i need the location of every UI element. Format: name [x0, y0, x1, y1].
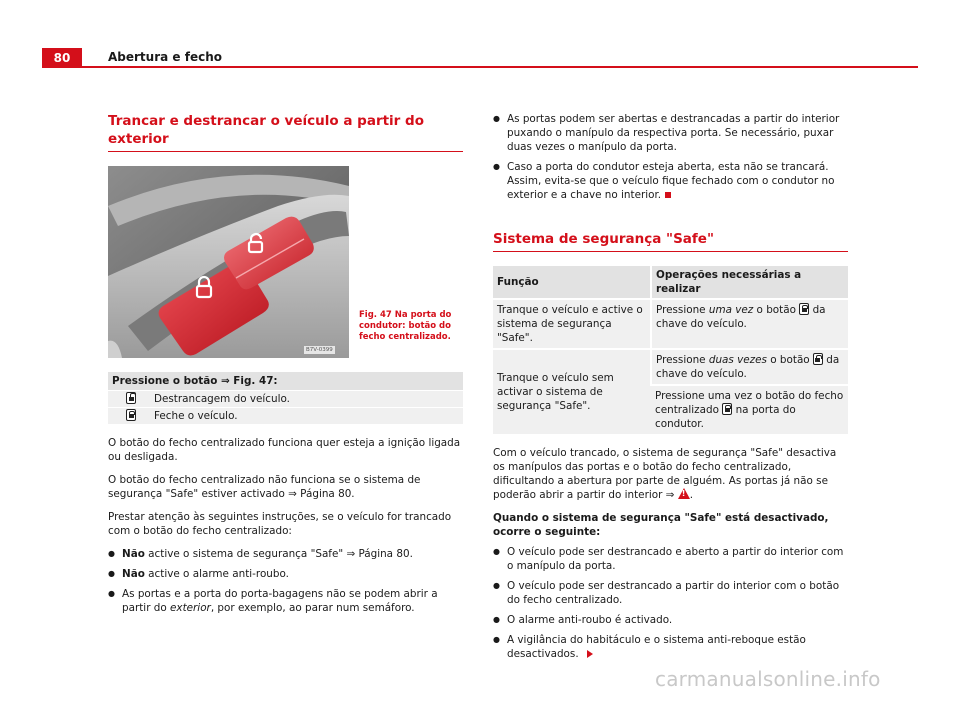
- figure-caption: Fig. 47 Na porta do condutor: botão do fecho centralizado.: [359, 310, 452, 342]
- list-text: A vigilância do habitáculo e o sistema anti-reboque estão desactivados.: [507, 634, 806, 660]
- legend-text: Feche o veículo.: [154, 410, 238, 422]
- table-header-cell: Função: [493, 266, 651, 299]
- list-item: [108, 587, 463, 615]
- list-item: [493, 545, 848, 573]
- door-lock-photo: [108, 166, 349, 358]
- chapter-title: Abertura e fecho: [108, 50, 222, 64]
- continue-arrow-icon: [587, 650, 593, 658]
- lock-icon: [813, 353, 823, 365]
- safe-table: [493, 266, 848, 434]
- list-text: O alarme anti-roubo é activado.: [507, 614, 673, 626]
- list-item: [493, 633, 848, 661]
- bold-text: Não: [122, 568, 145, 580]
- list-text: As portas podem ser abertas e destrancadas a partir do interior puxando o manípulo da respectiva porta. Se necessário, puxar duas vezes o manípulo da porta.: [507, 113, 840, 153]
- left-column: [108, 112, 463, 621]
- list-item: [108, 547, 463, 561]
- table-header-row: [493, 266, 848, 299]
- section-title-safe: Sistema de segurança "Safe": [493, 230, 848, 252]
- table-cell: Tranque o veículo e active o sistema de segurança "Safe".: [493, 299, 651, 349]
- door-lock-illustration: [108, 166, 349, 358]
- list-text: active o alarme anti-roubo.: [144, 568, 289, 580]
- paragraph: O botão do fecho centralizado funciona quer esteja a ignição ligada ou desligada.: [108, 437, 461, 463]
- legend-header: Pressione o botão ⇒ Fig. 47:: [108, 372, 463, 390]
- right-column: [493, 112, 848, 667]
- figure-code: B7V-0399: [306, 347, 333, 353]
- list-text: O veículo pode ser destrancado a partir do interior com o botão do fecho centralizado.: [507, 580, 840, 606]
- page-number: 80: [42, 48, 82, 68]
- section-end-mark: [665, 192, 671, 198]
- lock-icon: [799, 303, 809, 315]
- paragraph: Prestar atenção às seguintes instruções, se o veículo for trancado com o botão do fecho centralizado:: [108, 511, 452, 537]
- list-item: [493, 613, 848, 627]
- legend-row: [108, 407, 463, 424]
- paragraph: O botão do fecho centralizado não funciona se o sistema de segurança "Safe" estiver activado ⇒ Página 80.: [108, 474, 421, 500]
- list-text: active o sistema de segurança "Safe" ⇒ Página 80.: [144, 548, 413, 560]
- table-cell: Pressione duas vezes o botão da chave do veículo.: [651, 349, 848, 385]
- table-row: [493, 349, 848, 385]
- watermark: carmanualsonline.info: [655, 667, 881, 691]
- section-title-locking: Trancar e destrancar o veículo a partir do exterior: [108, 112, 463, 152]
- list-item: [108, 567, 463, 581]
- paragraph: Com o veículo trancado, o sistema de segurança "Safe" desactiva os manípulos das portas e o botão do fecho centralizado, dificultando a abertura por parte de alguém. As portas já não se poderão abrir a partir do interior ⇒ !.: [493, 446, 848, 502]
- figure-47: [108, 166, 463, 358]
- bold-text: Não: [122, 548, 145, 560]
- header-rule: [82, 66, 918, 68]
- table-cell: Pressione uma vez o botão do fecho centralizado na porta do condutor.: [651, 385, 848, 434]
- table-row: [493, 299, 848, 349]
- italic-text: exterior: [170, 602, 211, 614]
- table-cell: Pressione uma vez o botão da chave do veículo.: [651, 299, 848, 349]
- table-header-cell: Operações necessárias a realizar: [651, 266, 848, 299]
- list-item: [493, 112, 848, 154]
- legend-text: Destrancagem do veículo.: [154, 393, 290, 405]
- list-text: As portas e a porta do porta-bagagens não se podem abrir a partir do: [122, 588, 438, 614]
- unlock-icon: [126, 392, 136, 404]
- warning-icon: [678, 488, 690, 499]
- list-item: [493, 579, 848, 607]
- lock-icon: [722, 403, 732, 415]
- list-text: Caso a porta do condutor esteja aberta, esta não se trancará. Assim, evita-se que o veículo fique fechado com o condutor no exterior e a chave no interior.: [507, 161, 835, 201]
- subheading: Quando o sistema de segurança "Safe" está desactivado, ocorre o seguinte:: [493, 512, 829, 538]
- legend-row: [108, 390, 463, 407]
- list-item: [493, 160, 848, 202]
- lock-icon: [126, 409, 136, 421]
- list-text: , por exemplo, ao parar num semáforo.: [210, 602, 415, 614]
- list-text: O veículo pode ser destrancado e aberto a partir do interior com o manípulo da porta.: [507, 546, 844, 572]
- table-cell: Tranque o veículo sem activar o sistema de segurança "Safe".: [493, 349, 651, 434]
